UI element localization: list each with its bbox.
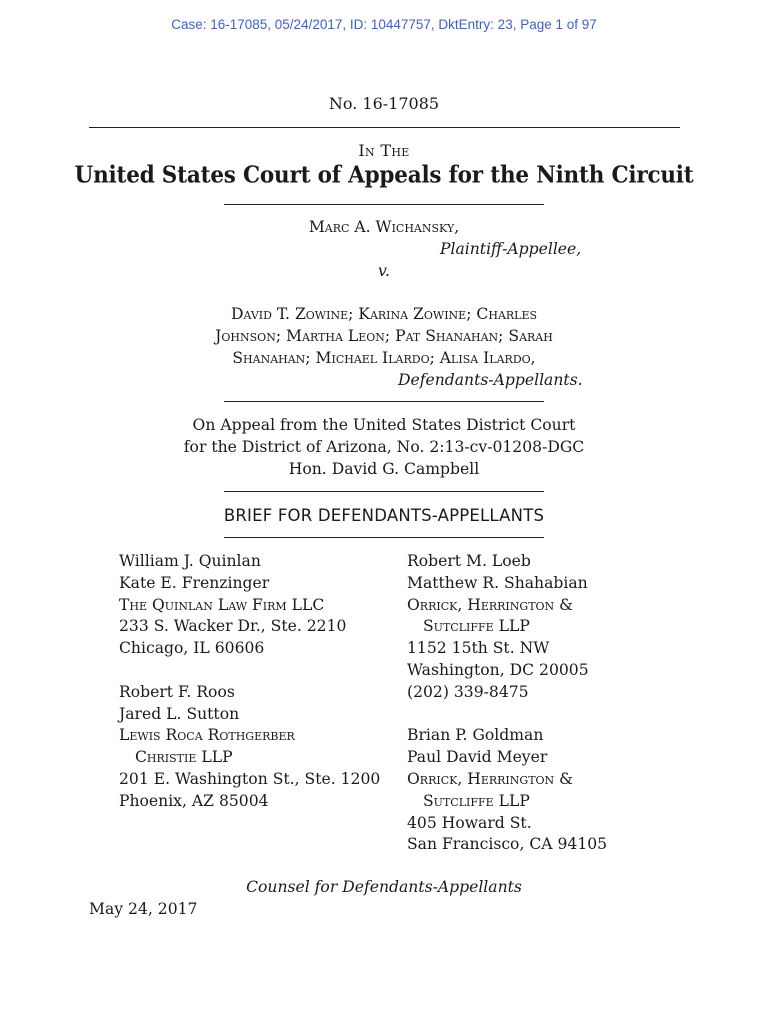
counsel-line: Orrick, Herrington & bbox=[407, 769, 574, 788]
case-number: No. 16-17085 bbox=[328, 94, 440, 113]
counsel-line: Washington, DC 20005 bbox=[407, 660, 589, 679]
counsel-line: 1152 15th St. NW bbox=[407, 639, 550, 658]
counsel-right-column bbox=[407, 551, 607, 856]
counsel-line: Sutcliffe LLP bbox=[423, 791, 530, 810]
defendants-line: Johnson; Martha Leon; Pat Shanahan; Sarah bbox=[215, 327, 553, 345]
versus-label: v. bbox=[378, 262, 390, 280]
counsel-line: San Francisco, CA 94105 bbox=[407, 835, 608, 854]
counsel-line: Robert M. Loeb bbox=[407, 552, 531, 570]
divider-after-court bbox=[224, 204, 544, 205]
counsel-line: Chicago, IL 60606 bbox=[119, 639, 265, 658]
defendants-line: David T. Zowine; Karina Zowine; Charles bbox=[230, 305, 538, 323]
counsel-line: 201 E. Washington St., Ste. 1200 bbox=[119, 769, 381, 788]
counsel-line: William J. Quinlan bbox=[119, 552, 261, 570]
top-divider bbox=[89, 127, 680, 128]
counsel-line: Jared L. Sutton bbox=[119, 704, 240, 723]
counsel-line: Christie LLP bbox=[135, 748, 233, 767]
filing-date: May 24, 2017 bbox=[89, 900, 198, 918]
in-the-caption: In The bbox=[358, 141, 410, 160]
defendants-line: Shanahan; Michael Ilardo; Alisa Ilardo, bbox=[232, 349, 536, 367]
counsel-left-column bbox=[119, 551, 380, 813]
counsel-for-label: Counsel for Defendants-Appellants bbox=[246, 878, 522, 896]
counsel-line: 405 Howard St. bbox=[407, 813, 532, 832]
counsel-line: Sutcliffe LLP bbox=[423, 617, 530, 636]
counsel-spacer bbox=[119, 660, 380, 682]
divider-after-brief-title bbox=[224, 537, 544, 538]
divider-before-brief-title bbox=[224, 491, 544, 492]
counsel-line: Orrick, Herrington & bbox=[407, 595, 574, 614]
counsel-line: Kate E. Frenzinger bbox=[119, 573, 270, 592]
counsel-line: Paul David Meyer bbox=[407, 748, 548, 767]
appeal-line: for the District of Arizona, No. 2:13-cv-01208-DGC bbox=[183, 438, 585, 456]
divider-after-parties bbox=[224, 401, 544, 402]
brief-title: BRIEF FOR DEFENDANTS-APPELLANTS bbox=[223, 506, 545, 525]
counsel-line: Phoenix, AZ 85004 bbox=[119, 791, 269, 810]
defendants-role: Defendants-Appellants. bbox=[398, 371, 583, 389]
counsel-line: The Quinlan Law Firm LLC bbox=[119, 595, 325, 614]
plaintiff-name: Marc A. Wichansky, bbox=[308, 218, 460, 236]
counsel-line: 233 S. Wacker Dr., Ste. 2210 bbox=[119, 617, 347, 636]
counsel-spacer bbox=[407, 704, 607, 726]
appeal-judge: Hon. David G. Campbell bbox=[288, 460, 480, 478]
counsel-line: Robert F. Roos bbox=[119, 682, 235, 701]
appeal-line: On Appeal from the United States District Court bbox=[192, 416, 576, 434]
counsel-line: Matthew R. Shahabian bbox=[407, 573, 588, 592]
plaintiff-role: Plaintiff-Appellee, bbox=[440, 240, 582, 258]
court-name: United States Court of Appeals for the Ninth Circuit bbox=[74, 162, 694, 189]
counsel-line: Lewis Roca Rothgerber bbox=[119, 726, 295, 745]
docket-header-stamp: Case: 16-17085, 05/24/2017, ID: 10447757, DktEntry: 23, Page 1 of 97 bbox=[171, 17, 597, 32]
counsel-line: (202) 339-8475 bbox=[407, 682, 529, 701]
counsel-line: Brian P. Goldman bbox=[407, 726, 544, 745]
